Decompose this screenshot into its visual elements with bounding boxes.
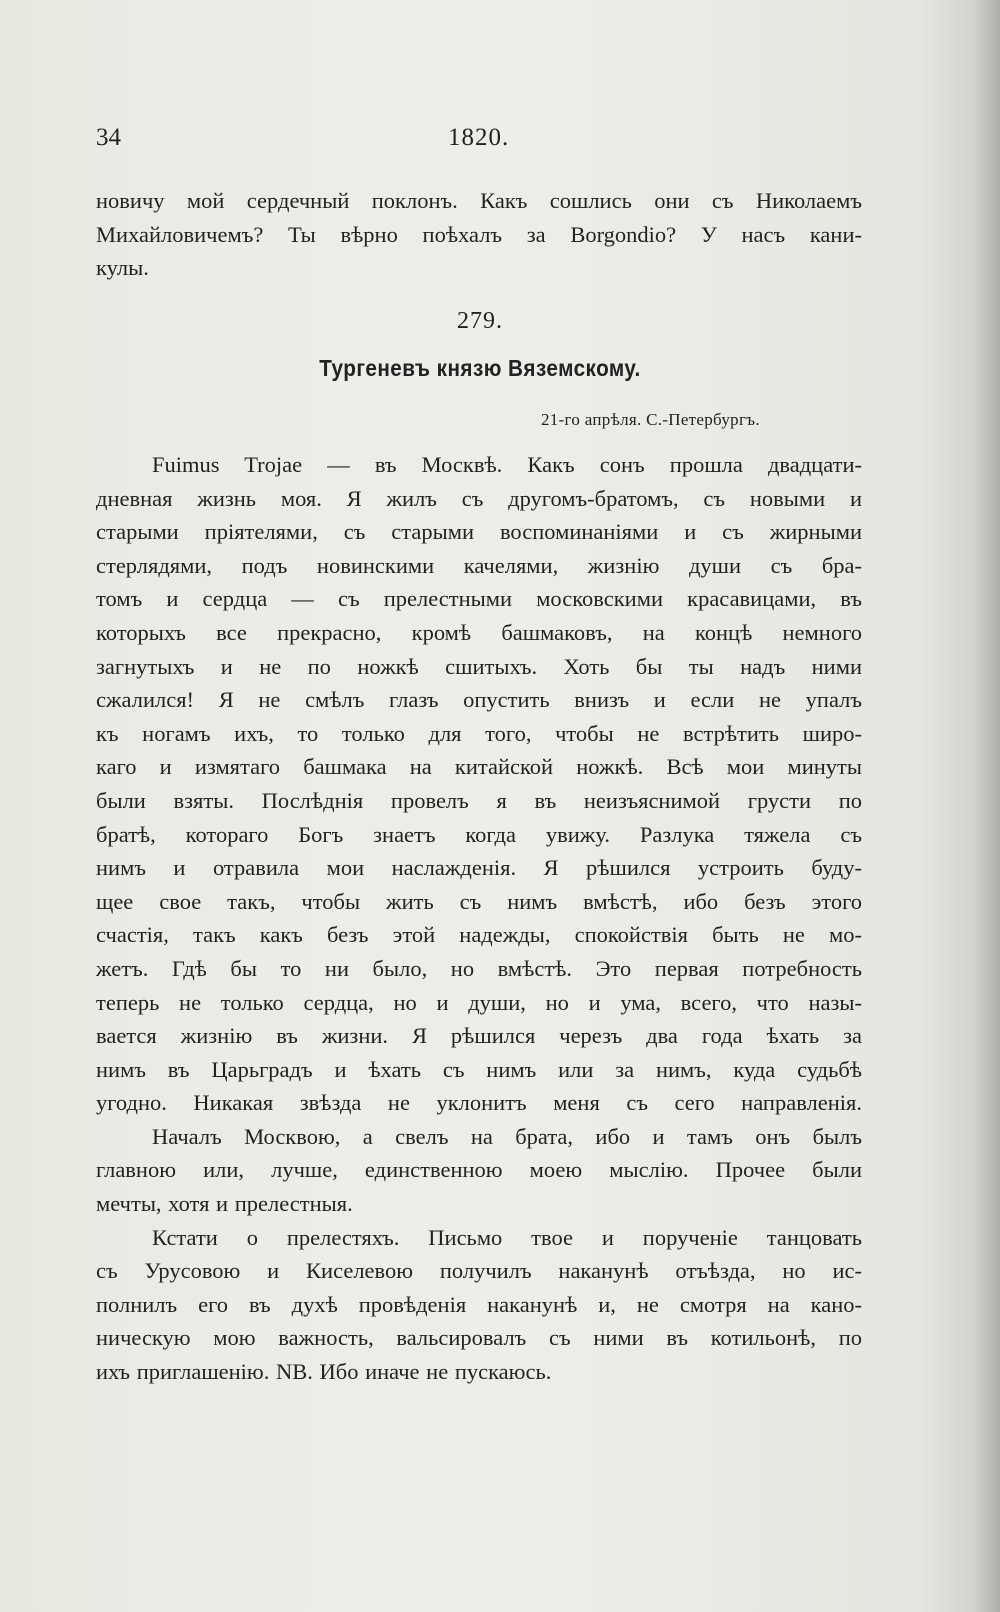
text-line: Fuimus Trojae — въ Москвѣ. Какъ сонъ прошла двадцати- [152,452,862,477]
text-line: жетъ. Гдѣ бы то ни было, но вмѣстѣ. Это первая потребность [96,955,862,981]
text-line: счастія, такъ какъ безъ этой надежды, спокойствія быть не мо- [96,922,862,948]
text-line: вается жизнію въ жизни. Я рѣшился черезъ два года ѣхать за [96,1023,862,1049]
text-line: Михайловичемъ? Ты вѣрно поѣхалъ за Borgondio? У насъ кани- [96,221,862,247]
text-line: главною или, лучше, единственною моею мыслію. Прочее были [96,1157,862,1183]
text-line: которыхъ все прекрасно, кромѣ башмаковъ, на концѣ немного [96,619,862,645]
text-line: загнутыхъ и не по ножкѣ сшитыхъ. Хоть бы ты надъ ними [96,653,862,679]
letter-number: 279. [457,308,503,334]
text-line: нимъ въ Царьградъ и ѣхать съ нимъ или за нимъ, куда судьбѣ [96,1056,862,1082]
page-header [96,124,510,164]
text-line: каго и измятаго башмака на китайской ножкѣ. Всѣ мои минуты [96,754,862,780]
letter-title: Тургеневъ князю Вяземскому. [319,355,641,381]
text-line: стерлядями, подъ новинскими качелями, жизнію души съ бра- [96,552,862,578]
continued-text [96,184,862,285]
text-line: Началъ Москвою, а свелъ на брата, ибо и тамъ онъ былъ [152,1123,862,1149]
text-line: кулы. [96,255,149,281]
text-line: сжалился! Я не смѣлъ глазъ опустить внизъ и если не упалъ [96,687,862,713]
page-number: 34 [96,124,121,151]
paragraph-3 [96,1221,862,1389]
paragraph-2 [96,1120,862,1221]
text-line: съ Урусовою и Киселевою получилъ наканунѣ отъѣзда, но ис- [96,1258,862,1284]
text-line: мечты, хотя и прелестныя. [96,1191,353,1217]
text-line: къ ногамъ ихъ, то только для того, чтобы не встрѣтить широ- [96,720,862,746]
text-line: ническую мою важность, вальсировалъ съ ними въ котильонѣ, по [96,1325,862,1351]
text-line: нимъ и отравила мои наслажденія. Я рѣшился устроить буду- [96,855,862,881]
text-line: братѣ, котораго Богъ знаетъ когда увижу. Разлука тяжела съ [96,821,862,847]
letter-date: 21-го апрѣля. С.-Петербургъ. [541,410,760,429]
text-line: старыми пріятелями, съ старыми воспоминаніями и съ жирными [96,519,862,545]
text-line: угодно. Никакая звѣзда не уклонитъ меня съ сего направленія. [96,1090,862,1116]
text-line: полнилъ его въ духѣ провѣденія наканунѣ и, не смотря на кано- [96,1291,862,1317]
text-line: щее свое такъ, чтобы жить съ нимъ вмѣстѣ, ибо безъ этого [96,888,862,914]
paragraph-1 [96,448,862,1120]
text-line: были взяты. Послѣднія провелъ я въ неизъяснимой грусти по [96,787,862,813]
letter-body [96,448,862,1389]
text-line: томъ и сердца — съ прелестными московскими красавицами, въ [96,586,862,612]
page-edge-shadow [974,0,1000,1612]
running-head-year: 1820. [448,124,510,151]
text-line: Кстати о прелестяхъ. Письмо твое и порученіе танцовать [152,1224,862,1250]
text-line: теперь не только сердца, но и души, но и ума, всего, что назы- [96,989,862,1015]
text-line: новичу мой сердечный поклонъ. Какъ сошлись они съ Николаемъ [96,188,862,213]
text-line: дневная жизнь моя. Я жилъ съ другомъ-братомъ, съ новыми и [96,485,862,511]
text-line: ихъ приглашенію. NB. Ибо иначе не пускаюсь. [96,1359,552,1385]
